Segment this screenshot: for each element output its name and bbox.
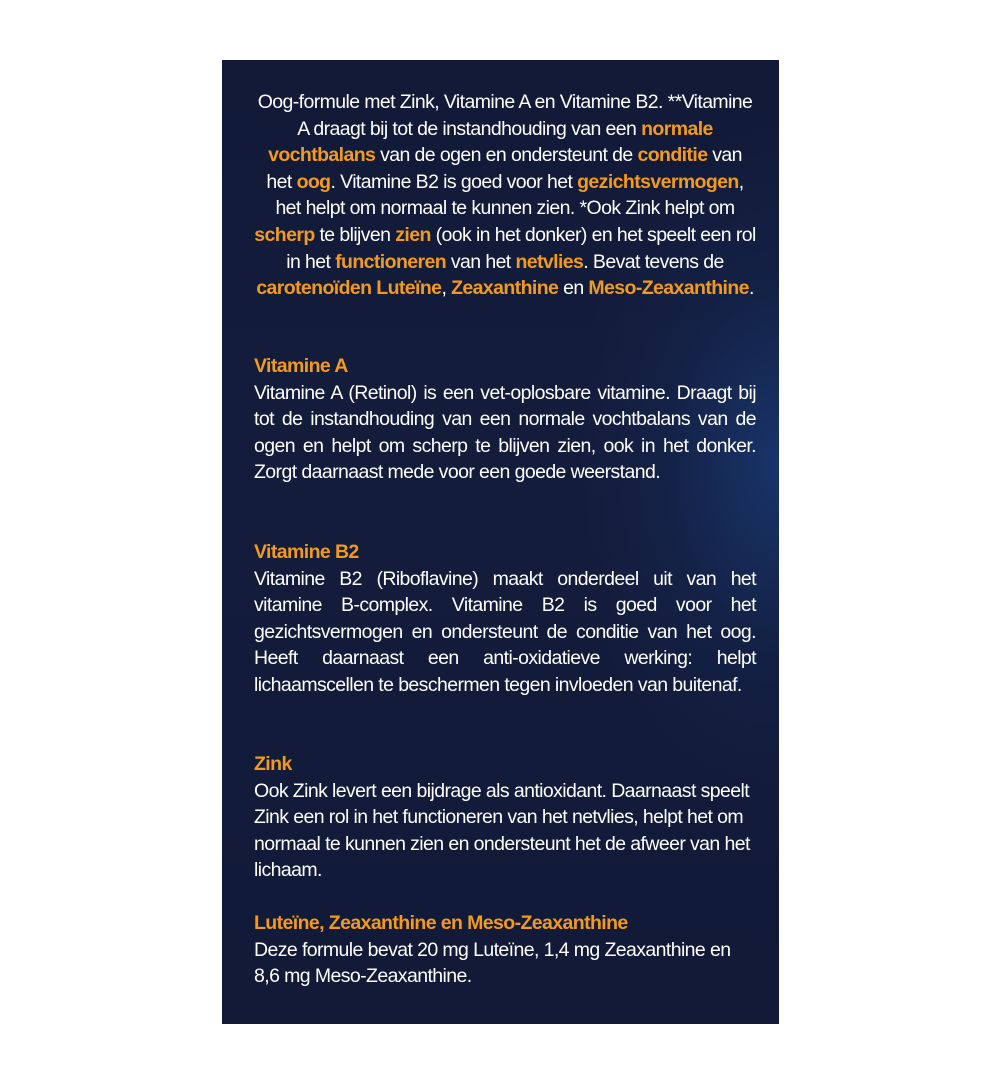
- product-info-panel: [222, 60, 779, 1024]
- section-body: Vitamine A (Retinol) is een vet-oplosbare vitamine. Draagt bij tot de instandhouding van een normale vochtbalans van de ogen en helpt om scherp te blijven zien, ook in het donker. Zorgt daarnaast mede voor een goede weerstand.: [254, 381, 756, 484]
- intro-text: Oog-formule met Zink, Vitamine A en Vitamine B2. **Vitamine A draagt bij tot de instandhouding van een: [257, 91, 753, 140]
- intro-highlight: oog: [296, 170, 331, 193]
- intro-text: van het: [266, 144, 742, 193]
- intro-highlight: normale vochtbalans: [268, 117, 713, 167]
- intro-highlight: carotenoïden Luteïne: [256, 277, 442, 300]
- section-body: Vitamine B2 (Riboflavine) maakt onderdeel uit van het vitamine B-complex. Vitamine B2 is goed voor het gezichtsvermogen en ondersteunt de conditie van het oog. Heeft daarnaast een anti-oxidatieve werking: helpt lichaamscellen te beschermen tegen invloeden van buitenaf.: [254, 567, 756, 696]
- intro-highlight: Zeaxanthine: [451, 277, 559, 300]
- intro-text: , het helpt om normaal te kunnen zien. *Ook Zink helpt om: [275, 170, 744, 220]
- intro-text: te blijven: [314, 223, 396, 246]
- intro-highlight: Meso-Zeaxanthine: [588, 277, 749, 300]
- section-luteine: [254, 910, 756, 990]
- section-title: Vitamine B2: [254, 541, 359, 563]
- section-vitamine-a: [254, 353, 756, 486]
- intro-text: .: [748, 277, 754, 300]
- section-title: Vitamine A: [254, 355, 348, 377]
- intro-highlight: conditie: [637, 144, 708, 167]
- section-title: Luteïne, Zeaxanthine en Meso-Zeaxanthine: [254, 912, 628, 934]
- intro-highlight: netvlies: [515, 250, 584, 273]
- section-body: Ook Zink levert een bijdrage als antioxidant. Daarnaast speelt Zink een rol in het functioneren van het netvlies, helpt het om normaal te kunnen zien en ondersteunt het de afweer van het lichaam.: [254, 779, 750, 882]
- section-body: Deze formule bevat 20 mg Luteïne, 1,4 mg Zeaxanthine en 8,6 mg Meso-Zeaxanthine.: [254, 938, 731, 988]
- intro-text: van het: [446, 250, 516, 273]
- intro-paragraph: [254, 89, 756, 302]
- intro-text: . Vitamine B2 is goed voor het: [330, 170, 578, 193]
- section-title: Zink: [254, 753, 292, 775]
- intro-highlight: functioneren: [335, 250, 447, 273]
- intro-text: ,: [441, 277, 452, 300]
- intro-highlight: zien: [395, 223, 431, 246]
- intro-highlight: scherp: [254, 223, 315, 246]
- intro-text: (ook in het donker) en het speelt een rol in het: [286, 223, 756, 273]
- section-zink: [254, 751, 756, 884]
- intro-text: van de ogen en ondersteunt de: [375, 144, 638, 167]
- intro-text: en: [558, 277, 589, 300]
- intro-highlight: gezichtsvermogen: [577, 170, 739, 193]
- intro-text: . Bevat tevens de: [583, 250, 724, 273]
- section-vitamine-b2: [254, 539, 756, 699]
